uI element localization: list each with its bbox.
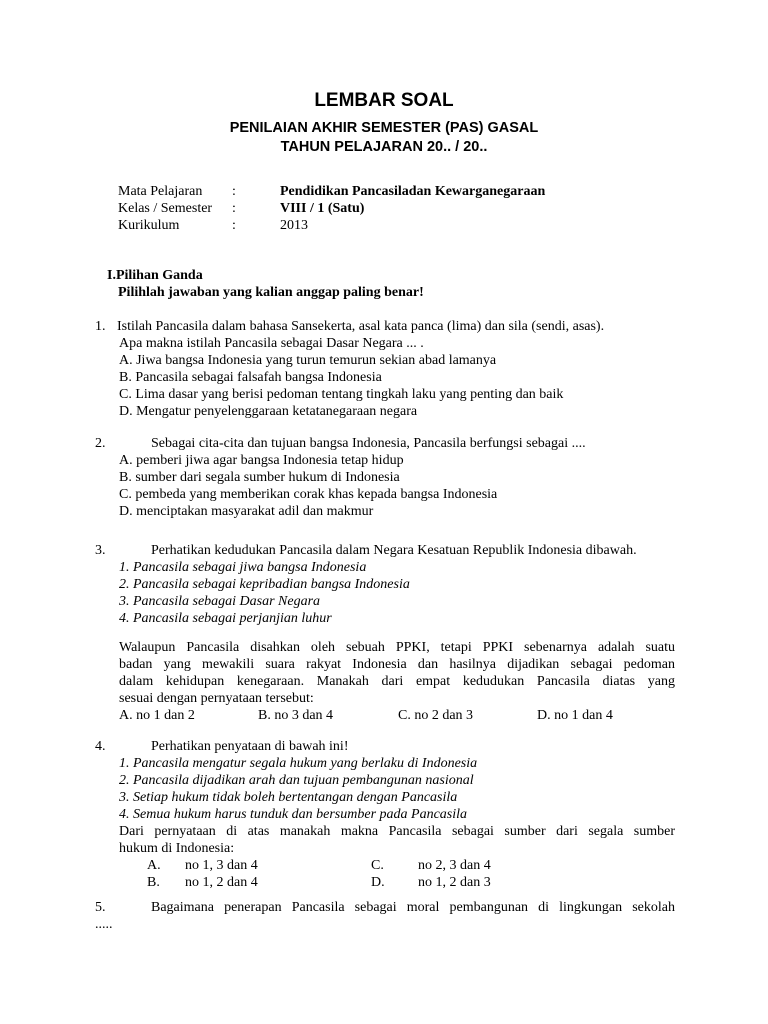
info-value: VIII / 1 (Satu) [280,201,365,216]
question-body [119,452,675,520]
question-stem: Perhatikan penyataan di bawah ini! [151,739,349,754]
statement-item: 4. Pancasila sebagai perjanjian luhur [119,611,332,626]
question-number: 5. [95,900,106,915]
statement-item: 3. Setiap hukum tidak boleh bertentangan dengan Pancasila [119,790,458,805]
option-c-text: no 2, 3 dan 4 [418,858,491,873]
question-paragraph: Dari pernyataan di atas manakah makna Pancasila sebagai sumber dari segala sumber [119,824,675,839]
question-body [119,559,675,724]
question-paragraph: badan yang mewakili suara rakyat Indonesia dan hasilnya dijadikan sebagai pedoman [119,657,675,672]
question-number: 4. [95,739,106,754]
option-b: B. Pancasila sebagai falsafah bangsa Indonesia [119,370,382,385]
question-paragraph: Walaupun Pancasila disahkan oleh sebuah PPKI, tetapi PPKI sebenarnya adalah suatu [119,640,675,655]
option-c: C. pembeda yang memberikan corak khas kepada bangsa Indonesia [119,487,498,502]
option-b: B. no 3 dan 4 [258,708,334,723]
info-colon: : [232,218,236,233]
question-number: 2. [95,436,106,451]
academic-year: TAHUN PELAJARAN 20.. / 20.. [280,139,488,155]
option-a: A. Jiwa bangsa Indonesia yang turun temurun sekian abad lamanya [119,353,497,368]
option-a-letter: A. [147,858,161,873]
section-instruction: Pilihlah jawaban yang kalian anggap paling benar! [118,285,424,300]
option-d: D. no 1 dan 4 [537,708,613,723]
option-d: D. Mengatur penyelenggaraan ketatanegaraan negara [119,404,418,419]
statement-item: 2. Pancasila sebagai kepribadian bangsa Indonesia [119,577,410,592]
info-row-curriculum [118,217,678,234]
info-colon: : [232,184,236,199]
question-stem: Perhatikan kedudukan Pancasila dalam Negara Kesatuan Republik Indonesia dibawah. [151,543,637,558]
option-c: C. no 2 dan 3 [398,708,474,723]
question-paragraph: dalam kehidupan kenegaraan. Manakah dari empat kedudukan Pancasila diatas yang [119,674,675,689]
option-d: D. menciptakan masyarakat adil dan makmur [119,504,374,519]
question-paragraph: hukum di Indonesia: [119,841,235,856]
statement-item: 2. Pancasila dijadikan arah dan tujuan pembangunan nasional [119,773,474,788]
question-number: 1. [95,319,106,334]
statement-item: 1. Pancasila sebagai jiwa bangsa Indonesia [119,560,367,575]
statement-item: 1. Pancasila mengatur segala hukum yang berlaku di Indonesia [119,756,478,771]
answer-options-row [119,874,675,891]
question-body [119,755,675,891]
statement-item: 3. Pancasila sebagai Dasar Negara [119,594,321,609]
info-label: Kurikulum [118,218,180,233]
option-d-letter: D. [371,875,385,890]
option-d-text: no 1, 2 dan 3 [418,875,491,890]
question-stem: Istilah Pancasila dalam bahasa Sansekerta, asal kata panca (lima) dan sila (sendi, asas). [117,319,605,334]
option-c-letter: C. [371,858,384,873]
question-stem: Sebagai cita-cita dan tujuan bangsa Indonesia, Pancasila berfungsi sebagai .... [151,436,586,451]
info-row-class [118,200,678,217]
question-body [119,335,675,420]
info-colon: : [232,201,236,216]
info-label: Mata Pelajaran [118,184,203,199]
exam-info [118,183,678,234]
question-paragraph: sesuai dengan pernyataan tersebut: [119,691,314,706]
info-value: Pendidikan Pancasiladan Kewarganegaraan [280,184,546,199]
question-stem-line: Apa makna istilah Pancasila sebagai Dasar Negara ... . [119,336,424,351]
option-b: B. sumber dari segala sumber hukum di Indonesia [119,470,400,485]
question-number: 3. [95,543,106,558]
answer-options-row [119,857,675,874]
question-body [95,916,651,933]
statement-item: 4. Semua hukum harus tunduk dan bersumber pada Pancasila [119,807,468,822]
option-a: A. no 1 dan 2 [119,708,195,723]
option-b-text: no 1, 2 dan 4 [185,875,258,890]
question-stem: Bagaimana penerapan Pancasila sebagai moral pembangunan di lingkungan sekolah [151,900,675,915]
answer-options [119,707,675,724]
info-label: Kelas / Semester [118,201,213,216]
info-row-subject [118,183,678,200]
exam-subtitle: PENILAIAN AKHIR SEMESTER (PAS) GASAL [229,120,539,136]
option-a: A. pemberi jiwa agar bangsa Indonesia tetap hidup [119,453,404,468]
option-c: C. Lima dasar yang berisi pedoman tentang tingkah laku yang penting dan baik [119,387,564,402]
section-title: I.Pilihan Ganda [107,268,203,283]
option-a-text: no 1, 3 dan 4 [185,858,258,873]
info-value: 2013 [280,218,308,233]
page-title: LEMBAR SOAL [314,90,454,111]
option-b-letter: B. [147,875,160,890]
question-stem-line: ..... [95,917,113,932]
